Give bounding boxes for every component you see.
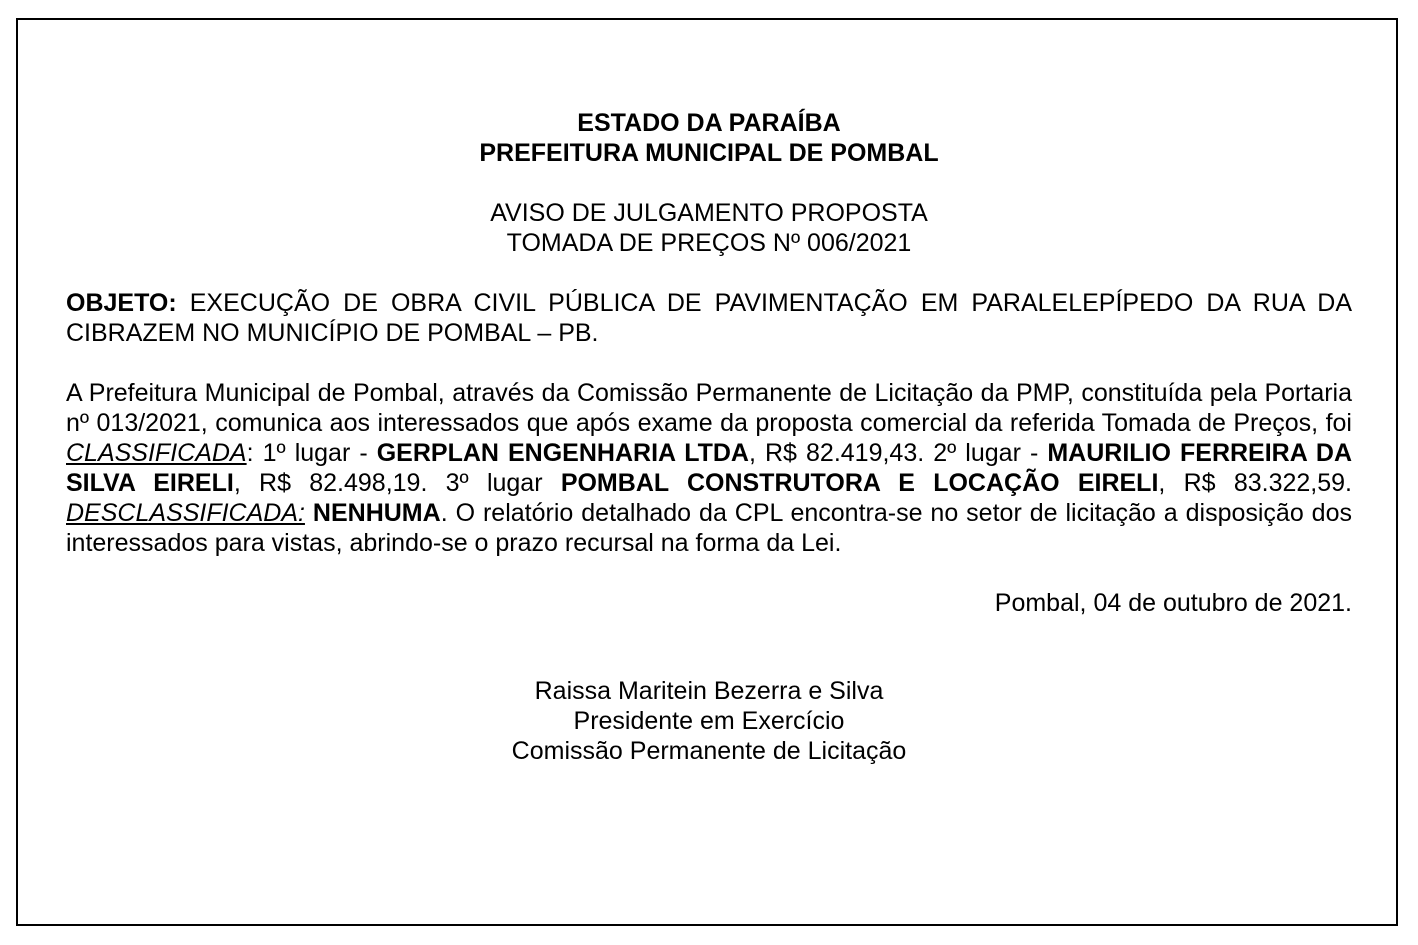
disqualified-spacer — [305, 499, 313, 527]
objeto-label: OBJETO: — [66, 289, 177, 317]
notice-title: AVISO DE JULGAMENTO PROPOSTA — [490, 199, 928, 227]
second-place-company: MAURILIO FERREIRA DA SILVA EIRELI — [66, 439, 1353, 497]
process-number: TOMADA DE PREÇOS Nº 006/2021 — [506, 229, 912, 257]
state-name: ESTADO DA PARAÍBA — [577, 109, 841, 137]
objeto-paragraph — [66, 288, 1352, 348]
signatory-name: Raissa Maritein Bezerra e Silva — [534, 677, 884, 705]
second-place-value: , R$ 82.498,19. 3º lugar — [233, 469, 561, 497]
document-header — [66, 108, 1352, 168]
disqualified-value: NENHUMA — [312, 499, 441, 527]
body-paragraph — [66, 378, 1352, 558]
notice-heading — [66, 198, 1352, 258]
disqualified-label: DESCLASSIFICADA: — [66, 499, 305, 527]
third-place-value: , R$ 83.322,59. — [1158, 469, 1352, 497]
signatory-role: Presidente em Exercício — [573, 707, 845, 735]
date-line: Pombal, 04 de outubro de 2021. — [994, 589, 1352, 617]
document-content — [66, 108, 1352, 766]
classified-label: CLASSIFICADA — [66, 439, 247, 467]
objeto-text: EXECUÇÃO DE OBRA CIVIL PÚBLICA DE PAVIMENTAÇÃO EM PARALELEPÍPEDO DA RUA DA CIBRAZEM NO MUNICÍPIO DE POMBAL – PB. — [66, 289, 1352, 347]
municipality-name: PREFEITURA MUNICIPAL DE POMBAL — [479, 139, 939, 167]
signature-block — [66, 676, 1352, 766]
first-place-company: GERPLAN ENGENHARIA LTDA — [376, 439, 749, 467]
first-place-prefix: : 1º lugar - — [246, 439, 377, 467]
signatory-committee: Comissão Permanente de Licitação — [511, 737, 907, 765]
first-place-value: , R$ 82.419,43. 2º lugar - — [749, 439, 1048, 467]
third-place-company: POMBAL CONSTRUTORA E LOCAÇÃO EIRELI — [560, 469, 1159, 497]
body-intro: A Prefeitura Municipal de Pombal, através da Comissão Permanente de Licitação da PMP, constituída pela Portaria nº 013/2021, comunica aos interessados que após exame da proposta comercial da referida Tomada de Preços, foi — [66, 379, 1352, 437]
body-closing: . O relatório detalhado da CPL encontra-se no setor de licitação a disposição dos interessados para vistas, abrindo-se o prazo recursal na forma da Lei. — [66, 499, 1352, 557]
